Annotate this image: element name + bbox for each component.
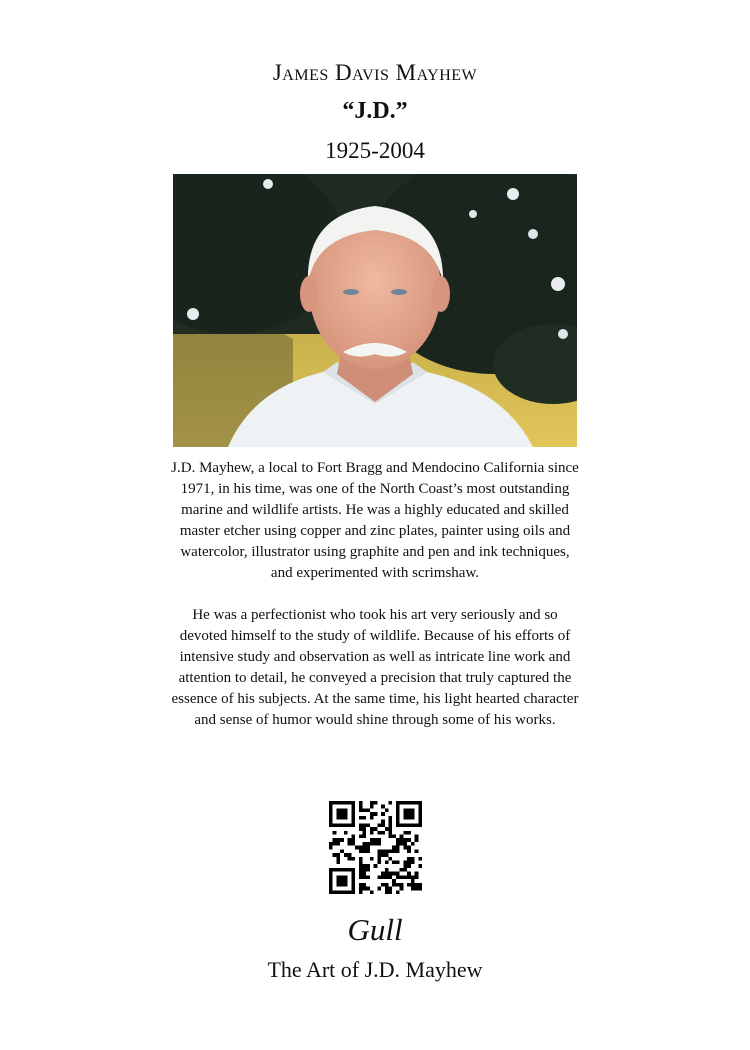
artist-nickname: “J.D.” [342,98,408,124]
artist-name: James Davis Mayhew [272,60,478,85]
artist-years: 1925-2004 [325,138,425,163]
bio-paragraph: He was a perfectionist who took his art very seriously and so devoted himself to the study of wildlife. Because of his efforts of intensive study and observation as well as intricate line work and attention to detail, he conveyed a precision that truly captured the essence of his subjects. At the same time, his light hearted character and sense of humor would shine through some of his works. [171,607,579,728]
biography [168,458,582,752]
collection-subtitle: The Art of J.D. Mayhew [267,957,483,982]
artwork-title: Gull [347,912,403,947]
portrait-photo [173,174,577,447]
bio-paragraph: J.D. Mayhew, a local to Fort Bragg and Mendocino California since 1971, in his time, was one of the North Coast’s most outstanding marine and wildlife artists. He was a highly educated and skilled master etcher using copper and zinc plates, painter using oils and watercolor, illustrator using graphite and pen and ink techniques, and experimented with scrimshaw. [171,460,579,581]
qr-code[interactable] [329,801,422,894]
